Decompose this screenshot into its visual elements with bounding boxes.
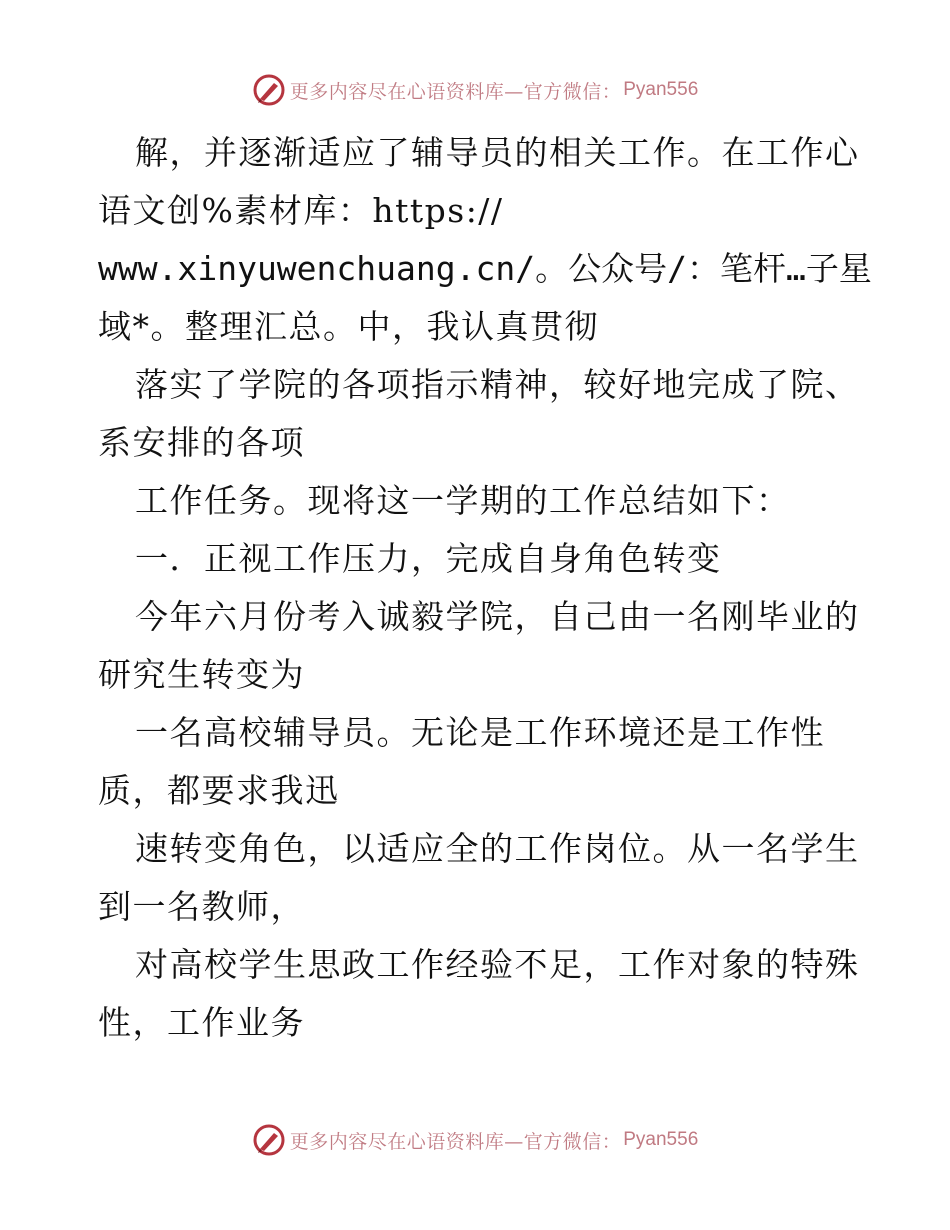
section-heading: 一．正视工作压力，完成自身角色转变 <box>135 539 722 578</box>
body-line: 域*。整理汇总。中，我认真贯彻 <box>98 307 599 346</box>
body-line: 落实了学院的各项指示精神，较好地完成了院、 <box>135 365 860 404</box>
footer-banner-wechat-id: Pyan556 <box>623 1129 699 1150</box>
footer-banner-text: 更多内容尽在心语资料库—官方微信： <box>289 1130 622 1153</box>
body-line: 工作任务。现将这一学期的工作总结如下： <box>135 481 791 520</box>
header-banner-text: 更多内容尽在心语资料库—官方微信： <box>289 80 622 103</box>
body-line: 速转变角色，以适应全的工作岗位。从一名学生 <box>135 829 860 868</box>
footer-banner <box>0 1120 950 1160</box>
body-line: 一名高校辅导员。无论是工作环境还是工作性 <box>135 713 825 752</box>
body-line: 性，工作业务 <box>98 1003 305 1042</box>
body-line: 今年六月份考入诚毅学院，自己由一名刚毕业的 <box>135 597 860 636</box>
header-banner-wechat-id: Pyan556 <box>623 79 699 100</box>
body-line: 对高校学生思政工作经验不足，工作对象的特殊 <box>135 945 860 984</box>
header-banner <box>0 70 950 110</box>
body-line: 语文创%素材库：https:// <box>98 191 504 230</box>
body-line: 质，都要求我迅 <box>98 771 340 810</box>
url-text: www.xinyuwenchuang.cn/。公众号/：笔杆…子星 <box>98 249 872 288</box>
pen-logo-icon <box>252 1123 286 1157</box>
body-line: 解，并逐渐适应了辅导员的相关工作。在工作心 <box>135 133 860 172</box>
document-body <box>98 124 872 1052</box>
body-line: 到一名教师， <box>98 887 305 926</box>
body-line: 系安排的各项 <box>98 423 305 462</box>
pen-logo-icon <box>252 73 286 107</box>
body-line-url <box>98 240 872 298</box>
body-line: 研究生转变为 <box>98 655 305 694</box>
